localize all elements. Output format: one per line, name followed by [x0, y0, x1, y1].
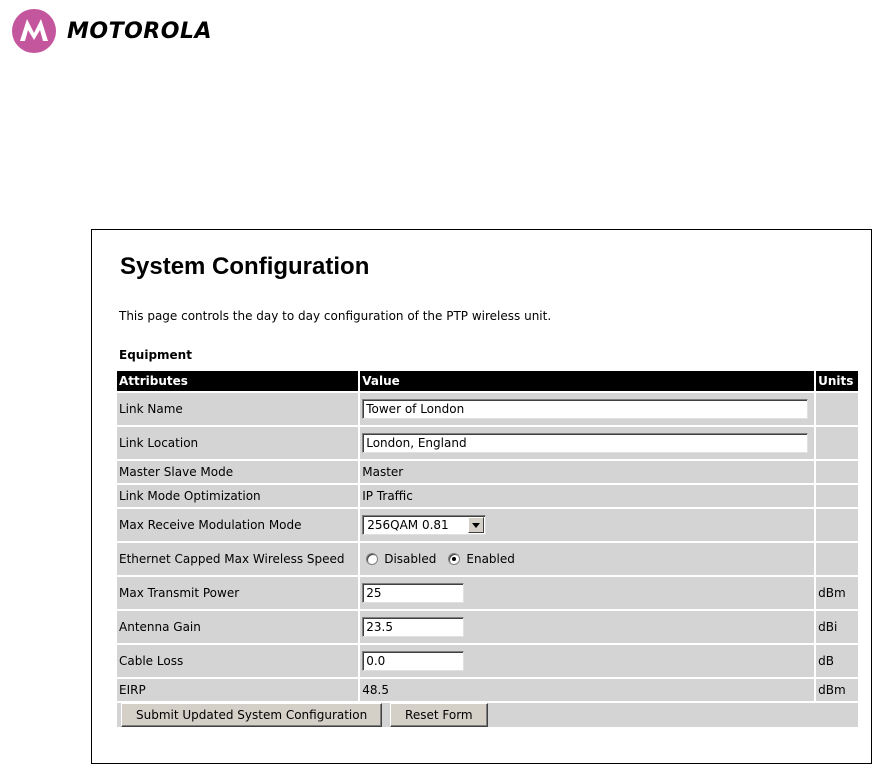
- table-row: [117, 461, 858, 485]
- row-unit: [816, 461, 858, 485]
- link-location-input[interactable]: [362, 433, 808, 453]
- radio-enabled[interactable]: [448, 553, 460, 565]
- eth-capped-radio-group: [362, 548, 814, 570]
- master-slave-value: Master: [360, 461, 816, 485]
- config-panel: [91, 229, 872, 764]
- row-value-cell: [360, 427, 816, 461]
- row-label: Cable Loss: [117, 645, 360, 679]
- equipment-table: [117, 371, 858, 729]
- header-units: Units: [816, 371, 858, 393]
- button-row: [117, 703, 858, 729]
- row-label: Link Mode Optimization: [117, 485, 360, 509]
- row-value-cell: [360, 543, 816, 577]
- row-value-cell: [360, 509, 816, 543]
- table-header-row: [117, 371, 858, 393]
- radio-disabled-label: Disabled: [384, 552, 437, 566]
- row-label: Max Receive Modulation Mode: [117, 509, 360, 543]
- row-label: EIRP: [117, 679, 360, 703]
- table-row: [117, 509, 858, 543]
- row-label: Master Slave Mode: [117, 461, 360, 485]
- table-row: [117, 645, 858, 679]
- row-value-cell: [360, 577, 816, 611]
- row-unit: [816, 543, 858, 577]
- antenna-gain-input[interactable]: [362, 617, 464, 637]
- header-value: Value: [360, 371, 816, 393]
- brand-name: MOTOROLA: [67, 18, 212, 44]
- brand-header: [12, 9, 212, 53]
- eirp-value: 48.5: [360, 679, 816, 703]
- table-row: [117, 485, 858, 509]
- row-unit: dB: [816, 645, 858, 679]
- row-value-cell: [360, 393, 816, 427]
- motorola-logo-icon: [12, 9, 56, 53]
- row-label: Max Transmit Power: [117, 577, 360, 611]
- row-unit: [816, 509, 858, 543]
- row-value-cell: [360, 645, 816, 679]
- max-transmit-power-input[interactable]: [362, 583, 464, 603]
- table-row: [117, 393, 858, 427]
- row-unit: dBm: [816, 577, 858, 611]
- row-value-cell: [360, 611, 816, 645]
- row-unit: [816, 485, 858, 509]
- row-unit: [816, 427, 858, 461]
- table-row: [117, 611, 858, 645]
- reset-button[interactable]: Reset Form: [390, 703, 488, 727]
- table-row: [117, 427, 858, 461]
- row-label: Link Name: [117, 393, 360, 427]
- row-label: Link Location: [117, 427, 360, 461]
- page-title: System Configuration: [120, 253, 370, 280]
- radio-disabled[interactable]: [366, 553, 378, 565]
- page-intro: This page controls the day to day configuration of the PTP wireless unit.: [119, 309, 552, 323]
- section-title: Equipment: [119, 348, 192, 362]
- chevron-down-icon[interactable]: [468, 517, 484, 533]
- select-value: 256QAM 0.81: [367, 518, 449, 532]
- link-name-input[interactable]: [362, 399, 808, 419]
- table-row: [117, 577, 858, 611]
- row-unit: dBi: [816, 611, 858, 645]
- link-mode-value: IP Traffic: [360, 485, 816, 509]
- table-row: [117, 543, 858, 577]
- cable-loss-input[interactable]: [362, 651, 464, 671]
- row-unit: [816, 393, 858, 427]
- header-attributes: Attributes: [117, 371, 360, 393]
- row-label: Ethernet Capped Max Wireless Speed: [117, 543, 360, 577]
- button-cell: [117, 703, 858, 729]
- row-label: Antenna Gain: [117, 611, 360, 645]
- submit-button[interactable]: Submit Updated System Configuration: [121, 703, 382, 727]
- radio-enabled-label: Enabled: [466, 552, 515, 566]
- max-rx-modulation-select[interactable]: [362, 515, 486, 535]
- table-row: [117, 679, 858, 703]
- row-unit: dBm: [816, 679, 858, 703]
